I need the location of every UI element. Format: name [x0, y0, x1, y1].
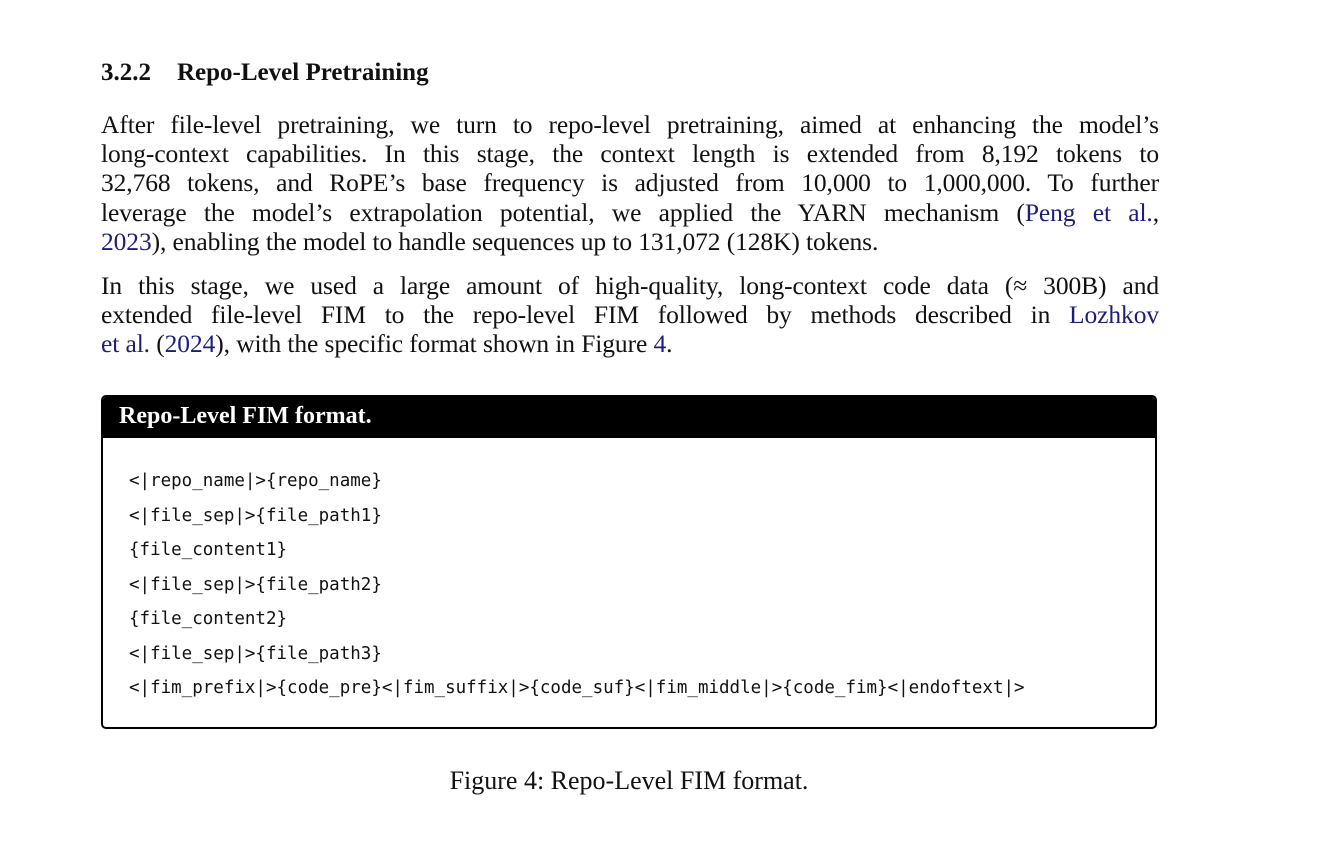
paragraph-1-line: After file-level pretraining, we turn to repo-level pretraining, aimed at enhancing the model’s — [101, 110, 1159, 139]
paragraph-2 — [101, 271, 1159, 359]
paragraph-2-line — [101, 329, 1159, 358]
fim-box-body — [103, 438, 1155, 706]
paper-body — [101, 58, 1159, 374]
paragraph-1-line: 32,768 tokens, and RoPE’s base frequency is adjusted from 10,000 to 1,000,000. To further — [101, 168, 1159, 198]
text: extended file-level FIM to the repo-level FIM followed by methods described in — [101, 300, 1070, 330]
paragraph-1-line — [101, 198, 1159, 227]
text: ), enabling the model to handle sequences up to 131,072 (128K) tokens. — [151, 226, 879, 256]
fim-format-box — [101, 395, 1157, 729]
code-line: {file_content2} — [129, 609, 288, 629]
paragraph-2-line — [101, 300, 1159, 329]
paragraph-2-line: In this stage, we used a large amount of high-quality, long-context code data (≈ 300B) and — [101, 271, 1159, 301]
figure-caption: Figure 4: Repo-Level FIM format. — [449, 766, 809, 795]
code-line: {file_content1} — [129, 540, 288, 560]
code-line: <|file_sep|>{file_path1} — [129, 505, 382, 526]
section-title: Repo-Level Pretraining — [177, 59, 429, 86]
code-line: <|file_sep|>{file_path3} — [129, 643, 382, 664]
text: ), with the specific format shown in Figure — [215, 329, 654, 359]
section-heading — [101, 58, 1159, 88]
paragraph-1-line: long-context capabilities. In this stage, the context length is extended from 8,192 tokens to — [101, 139, 1159, 169]
code-line: <|repo_name|>{repo_name} — [129, 471, 382, 491]
code-line: <|fim_prefix|>{code_pre}<|fim_suffix|>{code_suf}<|fim_middle|>{code_fim}<|endoftext|> — [129, 678, 1025, 698]
code-line: <|file_sep|>{file_path2} — [129, 574, 382, 595]
citation-year-link-lozhkov[interactable]: 2024 — [164, 329, 216, 359]
paragraph-1-line — [101, 227, 1159, 256]
citation-link-lozhkov[interactable]: Lozhkov — [1069, 300, 1159, 330]
text: ( — [149, 329, 165, 359]
citation-link-lozhkov-etal[interactable]: et al. — [101, 329, 150, 359]
text: leverage the model’s extrapolation potential, we applied the YARN mechanism ( — [101, 197, 1025, 227]
text: , — [1152, 197, 1159, 227]
citation-link-peng[interactable]: Peng et al. — [1024, 197, 1153, 227]
figure-ref-link[interactable]: 4 — [653, 329, 667, 359]
section-number: 3.2.2 — [101, 59, 151, 86]
paragraph-1 — [101, 110, 1159, 256]
fim-box-title: Repo-Level FIM format. — [103, 397, 1155, 438]
text: . — [666, 329, 673, 359]
citation-year-link-peng[interactable]: 2023 — [101, 226, 152, 256]
